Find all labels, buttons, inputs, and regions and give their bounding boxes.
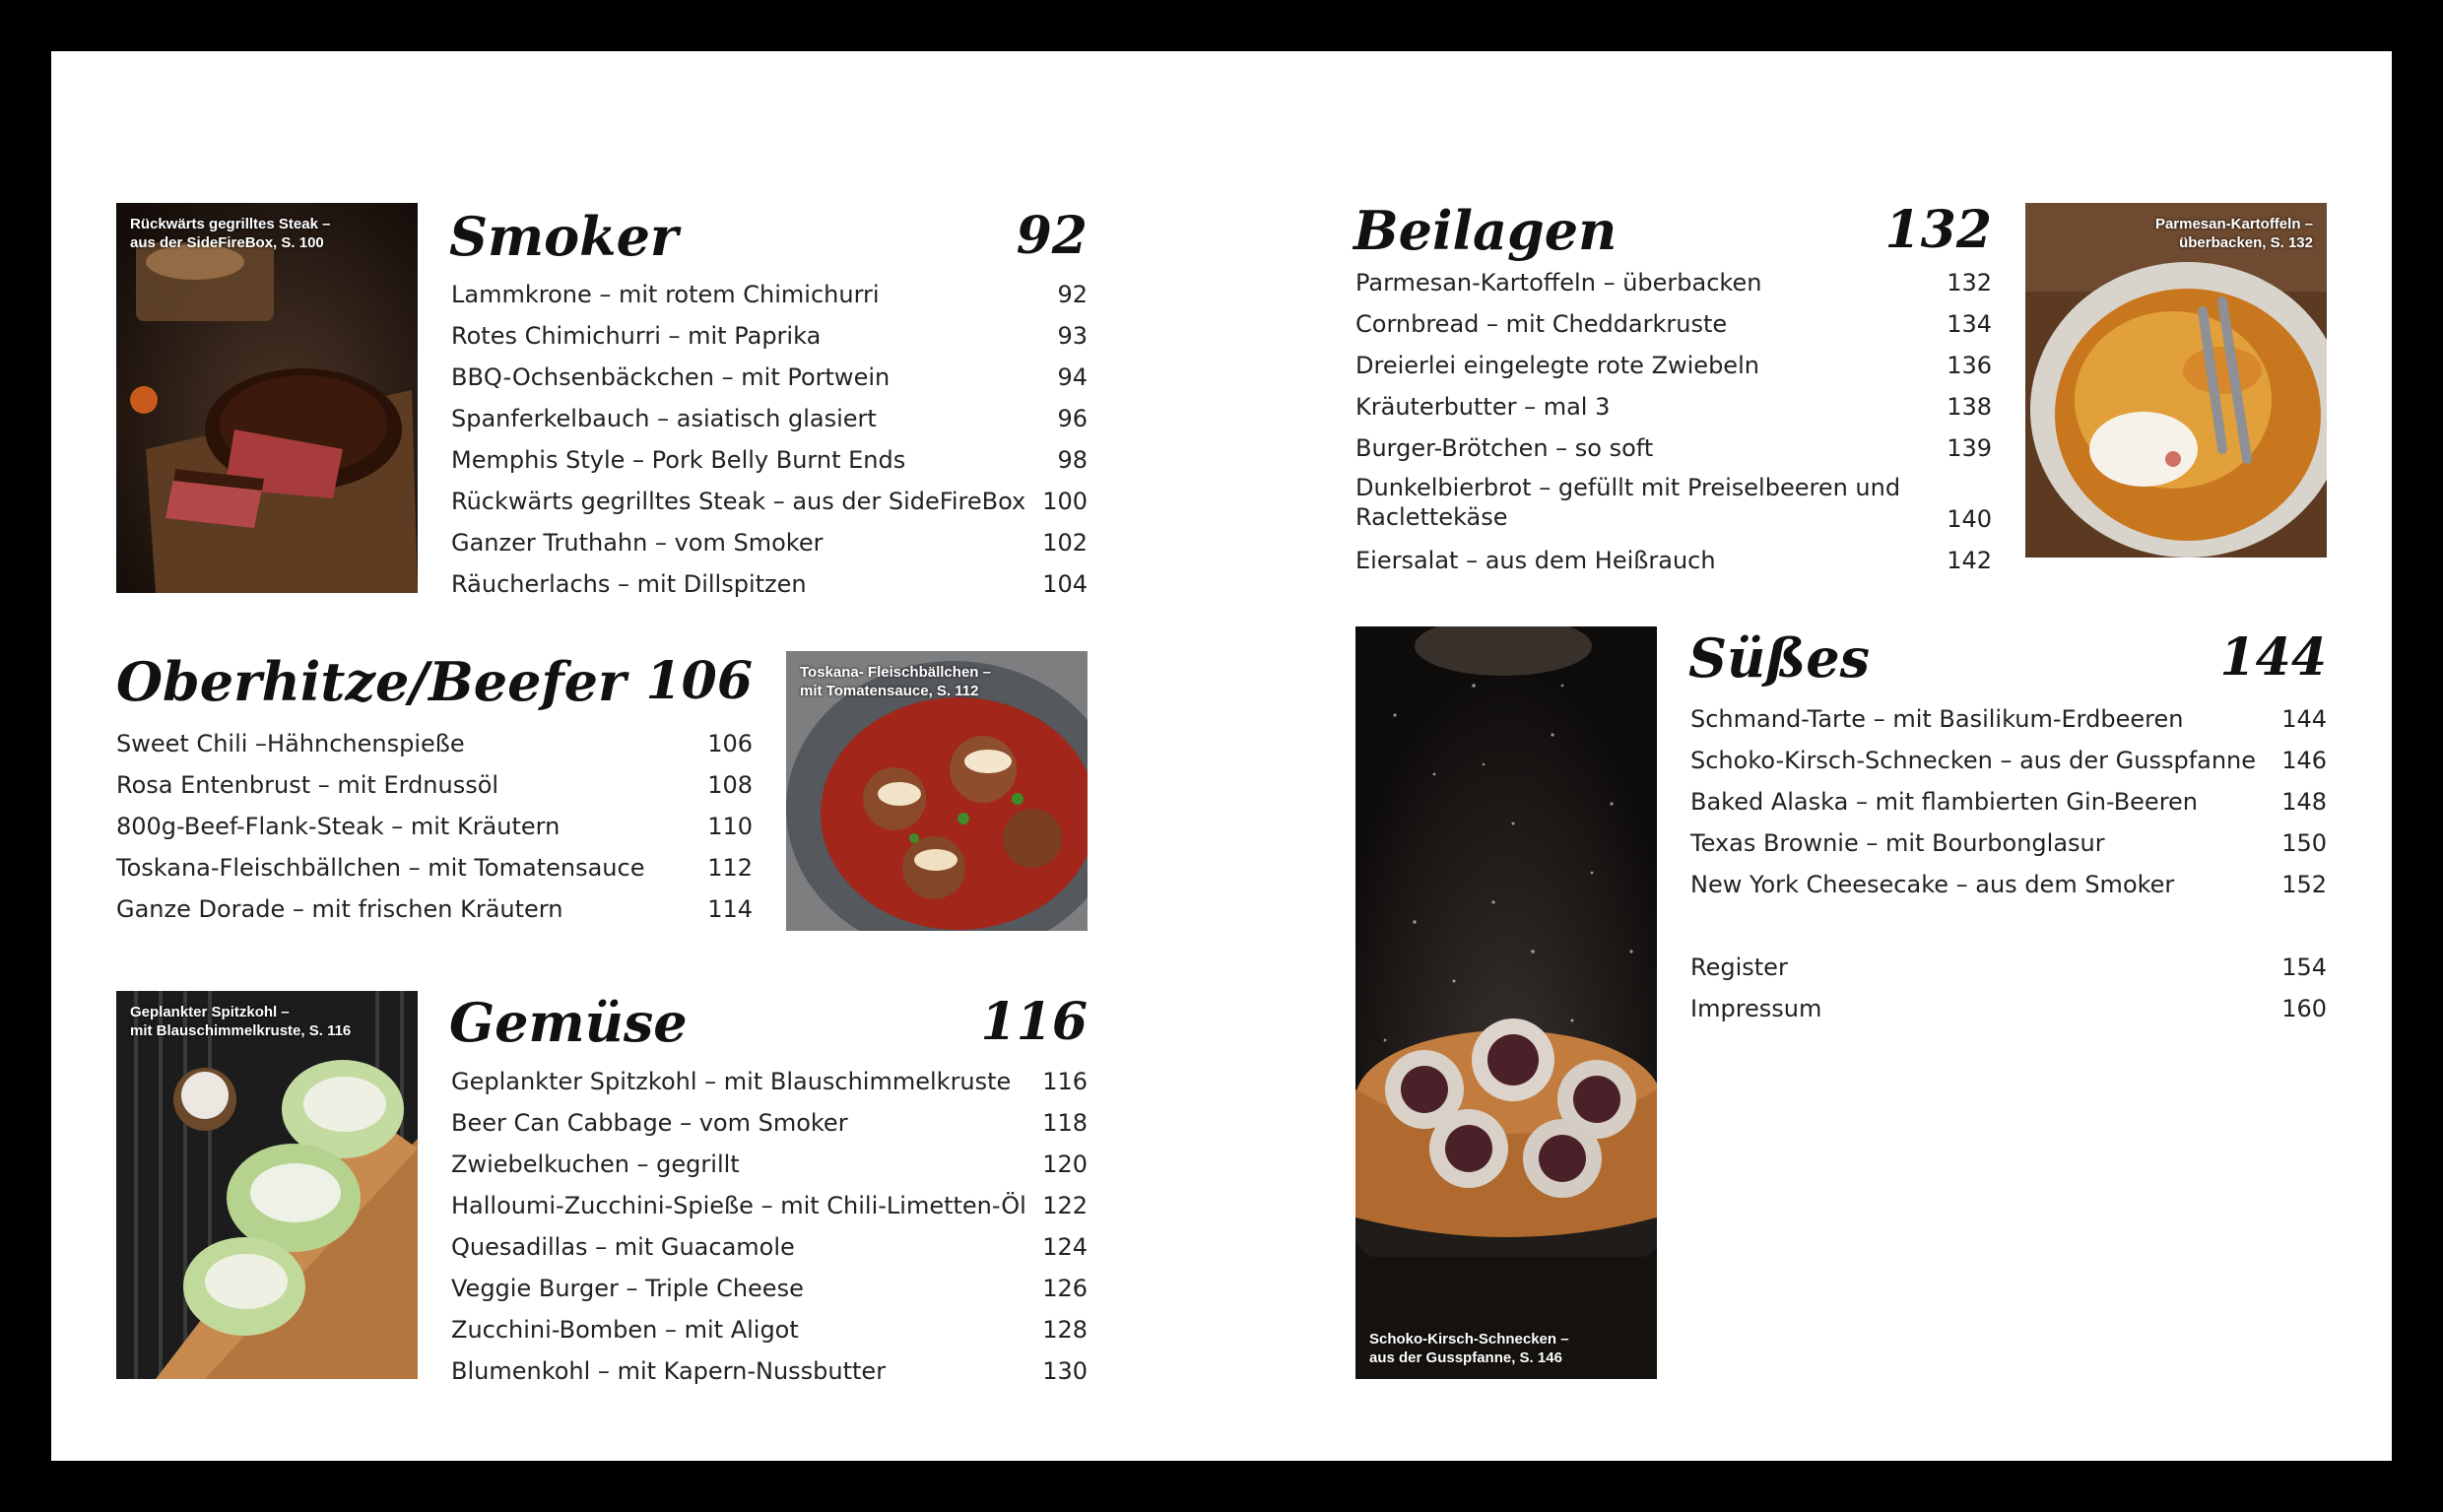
toc-list-oberhitze	[116, 723, 753, 930]
toc-entry-title: Schmand-Tarte – mit Basilikum-Erdbeeren	[1690, 705, 2184, 733]
toc-entry-page: 104	[1042, 570, 1088, 598]
toc-entry-title: Veggie Burger – Triple Cheese	[451, 1275, 804, 1302]
toc-entry-title: Lammkrone – mit rotem Chimichurri	[451, 281, 880, 308]
toc-entry-title: 800g-Beef-Flank-Steak – mit Kräutern	[116, 813, 561, 840]
toc-entry-title: Kräuterbutter – mal 3	[1355, 393, 1611, 421]
toc-entry[interactable]	[116, 764, 753, 806]
toc-entry-title: Burger-Brötchen – so soft	[1355, 434, 1654, 462]
toc-entry[interactable]	[116, 806, 753, 847]
toc-entry-page: 160	[2281, 995, 2327, 1022]
toc-entry-page: 93	[1057, 322, 1088, 350]
toc-entry-page: 139	[1947, 434, 1992, 462]
toc-entry-title: Cornbread – mit Cheddarkruste	[1355, 310, 1728, 338]
toc-entry[interactable]	[1690, 740, 2327, 781]
toc-entry-page: 122	[1042, 1192, 1088, 1219]
toc-entry-page: 92	[1057, 281, 1088, 308]
toc-entry[interactable]	[1355, 303, 1992, 345]
toc-entry-page: 100	[1042, 488, 1088, 515]
toc-entry-title: Geplankter Spitzkohl – mit Blauschimmelkruste	[451, 1068, 1012, 1095]
steak-photo	[116, 203, 418, 593]
toc-entry-title: Eiersalat – aus dem Heißrauch	[1355, 547, 1716, 574]
toc-entry[interactable]	[451, 1185, 1088, 1226]
toc-entry-page: 94	[1057, 363, 1088, 391]
toc-entry-page: 124	[1042, 1233, 1088, 1261]
section-page-suesses: 144	[2219, 627, 2327, 688]
steak-photo-caption: Rückwärts gegrilltes Steak – aus der SideFireBox, S. 100	[130, 216, 331, 251]
toc-entry-title: Zucchini-Bomben – mit Aligot	[451, 1316, 799, 1344]
meatballs-photo	[786, 651, 1088, 931]
toc-entry[interactable]	[451, 1268, 1088, 1309]
toc-entry-page: 96	[1057, 405, 1088, 432]
toc-entry[interactable]	[451, 1226, 1088, 1268]
toc-entry[interactable]	[1690, 822, 2327, 864]
toc-entry-title: Räucherlachs – mit Dillspitzen	[451, 570, 807, 598]
toc-entry-title: Sweet Chili –Hähnchenspieße	[116, 730, 465, 757]
toc-list-suesses	[1690, 698, 2327, 1029]
toc-entry-page: 112	[707, 854, 753, 882]
toc-entry-title: Quesadillas – mit Guacamole	[451, 1233, 795, 1261]
toc-entry-page: 106	[707, 730, 753, 757]
toc-entry-title: Ganze Dorade – mit frischen Kräutern	[116, 895, 563, 923]
toc-entry[interactable]	[451, 1102, 1088, 1144]
toc-entry[interactable]	[451, 522, 1088, 563]
toc-entry-page: 102	[1042, 529, 1088, 557]
toc-entry[interactable]	[451, 1061, 1088, 1102]
toc-entry-page: 114	[707, 895, 753, 923]
toc-entry[interactable]	[1355, 345, 1992, 386]
toc-entry-title: Impressum	[1690, 995, 1822, 1022]
toc-entry[interactable]	[1355, 469, 1992, 540]
toc-entry-title: Texas Brownie – mit Bourbonglasur	[1690, 829, 2105, 857]
toc-entry-page: 146	[2281, 747, 2327, 774]
toc-entry[interactable]	[1690, 698, 2327, 740]
toc-entry-page: 154	[2281, 953, 2327, 981]
buns-photo-caption: Schoko-Kirsch-Schnecken – aus der Gusspfanne, S. 146	[1369, 1331, 1569, 1366]
toc-entry-page: 110	[707, 813, 753, 840]
toc-entry-page: 138	[1947, 393, 1992, 421]
toc-entry-title: New York Cheesecake – aus dem Smoker	[1690, 871, 2175, 898]
toc-entry-title: Rosa Entenbrust – mit Erdnussöl	[116, 771, 499, 799]
toc-entry[interactable]	[116, 723, 753, 764]
toc-entry-page: 136	[1947, 352, 1992, 379]
section-page-beilagen: 132	[1884, 200, 1992, 260]
toc-entry-page: 144	[2281, 705, 2327, 733]
toc-entry-title: Memphis Style – Pork Belly Burnt Ends	[451, 446, 906, 474]
toc-entry-page: 140	[1947, 505, 1992, 533]
section-title-gemuese: Gemüse	[449, 991, 688, 1054]
toc-entry-title: Dunkelbierbrot – gefüllt mit Preiselbeeren und Raclettekäse	[1355, 474, 1901, 531]
toc-entry[interactable]	[1355, 386, 1992, 427]
toc-entry[interactable]	[451, 563, 1088, 605]
section-page-oberhitze: 106	[645, 651, 753, 711]
toc-entry-register[interactable]	[1690, 947, 2327, 988]
toc-entry-title: Toskana-Fleischbällchen – mit Tomatensauce	[116, 854, 645, 882]
toc-entry[interactable]	[451, 1144, 1088, 1185]
section-title-oberhitze: Oberhitze/Beefer	[116, 650, 627, 713]
section-title-smoker: Smoker	[449, 205, 679, 268]
toc-entry-page: 134	[1947, 310, 1992, 338]
toc-entry-title: Parmesan-Kartoffeln – überbacken	[1355, 269, 1762, 296]
toc-entry[interactable]	[451, 1350, 1088, 1392]
section-page-gemuese: 116	[980, 992, 1088, 1052]
toc-entry[interactable]	[451, 398, 1088, 439]
toc-entry-title: Spanferkelbauch – asiatisch glasiert	[451, 405, 877, 432]
toc-entry[interactable]	[116, 847, 753, 888]
toc-entry-title: Rotes Chimichurri – mit Paprika	[451, 322, 822, 350]
toc-entry-title: Beer Can Cabbage – vom Smoker	[451, 1109, 848, 1137]
toc-entry[interactable]	[1355, 427, 1992, 469]
toc-entry-title: Ganzer Truthahn – vom Smoker	[451, 529, 824, 557]
toc-entry-page: 142	[1947, 547, 1992, 574]
toc-entry-title: Halloumi-Zucchini-Spieße – mit Chili-Limetten-Öl	[451, 1192, 1026, 1219]
toc-entry-title: Schoko-Kirsch-Schnecken – aus der Gusspfanne	[1690, 747, 2257, 774]
toc-entry[interactable]	[1690, 864, 2327, 905]
toc-entry-page: 150	[2281, 829, 2327, 857]
toc-entry-page: 126	[1042, 1275, 1088, 1302]
toc-entry-page: 118	[1042, 1109, 1088, 1137]
toc-entry-page: 128	[1042, 1316, 1088, 1344]
toc-entry-page: 108	[707, 771, 753, 799]
toc-entry-title: Baked Alaska – mit flambierten Gin-Beeren	[1690, 788, 2199, 816]
toc-entry-title: Dreierlei eingelegte rote Zwiebeln	[1355, 352, 1759, 379]
toc-entry-title: Zwiebelkuchen – gegrillt	[451, 1150, 740, 1178]
toc-entry[interactable]	[451, 274, 1088, 315]
toc-entry[interactable]	[451, 357, 1088, 398]
cabbage-photo	[116, 991, 418, 1379]
toc-entry[interactable]	[451, 315, 1088, 357]
toc-entry-page: 98	[1057, 446, 1088, 474]
toc-entry-title: BBQ-Ochsenbäckchen – mit Portwein	[451, 363, 891, 391]
potatoes-photo-caption: Parmesan-Kartoffeln – überbacken, S. 132	[2154, 216, 2313, 251]
toc-entry-page: 152	[2281, 871, 2327, 898]
toc-entry[interactable]	[1355, 262, 1992, 303]
toc-entry-page: 116	[1042, 1068, 1088, 1095]
toc-entry-impressum[interactable]	[1690, 988, 2327, 1029]
toc-list-beilagen	[1355, 262, 1992, 581]
buns-photo	[1355, 626, 1657, 1379]
section-title-suesses: Süßes	[1688, 626, 1871, 690]
section-page-smoker: 92	[1016, 206, 1088, 266]
toc-entry[interactable]	[116, 888, 753, 930]
toc-list-smoker	[451, 274, 1088, 605]
toc-entry[interactable]	[451, 1309, 1088, 1350]
toc-entry-page: 130	[1042, 1357, 1088, 1385]
cabbage-photo-caption: Geplankter Spitzkohl – mit Blauschimmelkruste, S. 116	[130, 1004, 352, 1039]
meatballs-photo-caption: Toskana- Fleischbällchen – mit Tomatensauce, S. 112	[800, 664, 991, 699]
toc-entry-title: Rückwärts gegrilltes Steak – aus der SideFireBox	[451, 488, 1026, 515]
toc-list-gemuese	[451, 1061, 1088, 1392]
toc-entry-title: Register	[1690, 953, 1788, 981]
toc-entry[interactable]	[451, 481, 1088, 522]
toc-entry-page: 148	[2281, 788, 2327, 816]
section-title-beilagen: Beilagen	[1354, 199, 1618, 262]
toc-entry-title: Blumenkohl – mit Kapern-Nussbutter	[451, 1357, 887, 1385]
toc-entry[interactable]	[1355, 540, 1992, 581]
toc-entry[interactable]	[451, 439, 1088, 481]
toc-entry-page: 120	[1042, 1150, 1088, 1178]
toc-entry-page: 132	[1947, 269, 1992, 296]
toc-entry[interactable]	[1690, 781, 2327, 822]
potatoes-photo	[2025, 203, 2327, 558]
